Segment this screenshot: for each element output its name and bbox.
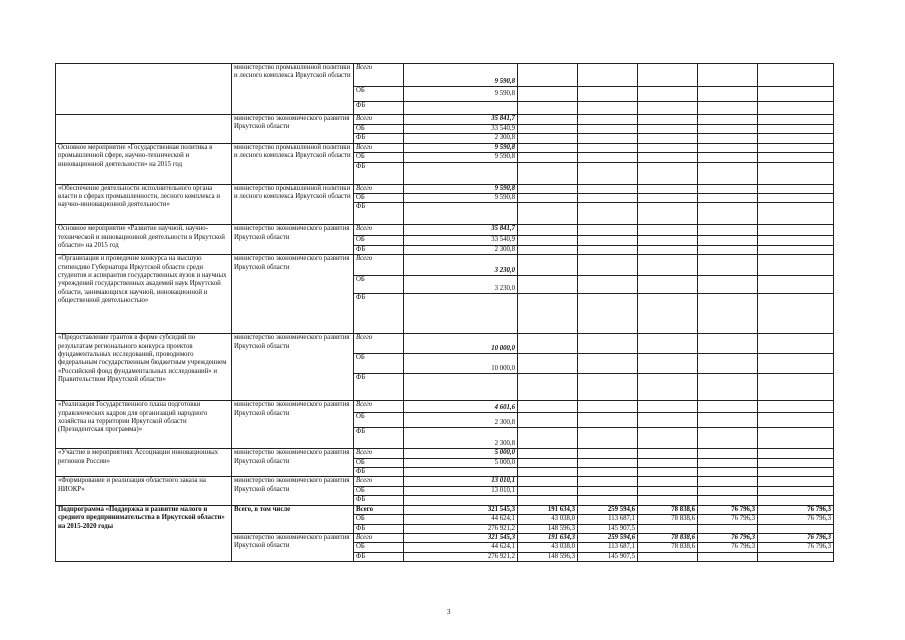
fund-type-cell: Всего: [354, 334, 404, 354]
amount-cell: 2 300,8: [404, 428, 518, 449]
amount-cell: [404, 374, 518, 401]
fund-type-cell: ФБ: [354, 245, 404, 254]
fund-type-cell: Всего: [354, 115, 404, 125]
amount-cell: [404, 468, 518, 477]
amount-cell: 321 545,3: [404, 533, 518, 542]
amount-cell: 259 594,6: [578, 533, 638, 542]
amount-cell: 33 540,9: [404, 125, 518, 134]
fund-type-cell: Всего: [354, 143, 404, 152]
fund-type-cell: ФБ: [354, 552, 404, 561]
fund-type-cell: Всего: [354, 401, 404, 413]
amount-cell: 78 838,6: [638, 515, 698, 524]
amount-cell: [404, 294, 518, 334]
amount-cell: [404, 162, 518, 184]
fund-type-cell: Всего: [354, 225, 404, 236]
amount-cell: 9 590,8: [404, 153, 518, 162]
activity-name-cell: Основное мероприятие «Развитие научной, научно-технической и инновационной деятельности в Иркутской области» на 2015 год: [56, 225, 232, 255]
amount-cell: 2 300,8: [404, 413, 518, 428]
amount-cell: 13 010,1: [404, 477, 518, 486]
amount-cell: 276 921,2: [404, 524, 518, 533]
amount-cell: 35 841,7: [404, 115, 518, 125]
amount-cell: 5 000,0: [404, 449, 518, 458]
executor-cell: министерство экономического развития Иркутской области: [232, 533, 354, 561]
amount-cell: 113 687,1: [578, 543, 638, 552]
amount-cell: 9 590,8: [404, 184, 518, 193]
fund-type-cell: ОБ: [354, 515, 404, 524]
amount-cell: 4 601,6: [404, 401, 518, 413]
fund-type-cell: ОБ: [354, 543, 404, 552]
fund-type-cell: ФБ: [354, 524, 404, 533]
amount-cell: 2 300,8: [404, 134, 518, 143]
amount-cell: 259 594,6: [578, 505, 638, 514]
amount-cell: 76 796,3: [698, 505, 758, 514]
fund-type-cell: Всего: [354, 505, 404, 514]
fund-type-cell: ФБ: [354, 294, 404, 334]
fund-type-cell: ФБ: [354, 428, 404, 449]
table-row: [56, 401, 834, 413]
amount-cell: 5 000,0: [404, 458, 518, 467]
table-row: [56, 449, 834, 458]
fund-type-cell: Всего: [354, 449, 404, 458]
amount-cell: 145 907,5: [578, 552, 638, 561]
amount-cell: [698, 524, 758, 533]
amount-cell: 9 590,8: [404, 64, 518, 87]
amount-cell: [758, 552, 834, 561]
executor-cell: министерство экономического развития Иркутской области: [232, 255, 354, 334]
fund-type-cell: ОБ: [354, 125, 404, 134]
amount-cell: 2 300,8: [404, 245, 518, 254]
amount-cell: 321 545,3: [404, 505, 518, 514]
activity-name-cell: «Организация и проведение конкурса на высшую стипендию Губернатора Иркутской области среди студентов и аспирантов государственных вузов и научных учреждений государственных академий наук Иркутской области, занимающихся научной, инновационной и общественной деятельностью»: [56, 255, 232, 334]
amount-cell: 148 596,3: [518, 524, 578, 533]
fund-type-cell: Всего: [354, 477, 404, 486]
amount-cell: 78 838,6: [638, 543, 698, 552]
amount-cell: 76 796,3: [758, 515, 834, 524]
amount-cell: 3 230,0: [404, 276, 518, 294]
activity-name-cell: «Предоставление грантов в форме субсидий по результатам регионального конкурса проектов фундаментальных исследований, проводимого федеральным государственным бюджетным учреждением «Российский фонд фундаментальных исследований» и Правительством Иркутской области»: [56, 334, 232, 401]
fund-type-cell: ФБ: [354, 162, 404, 184]
executor-cell: министерство экономического развития Иркутской области: [232, 225, 354, 255]
table-row: [56, 255, 834, 276]
table-row: [56, 505, 834, 514]
activity-name-cell: Основное мероприятие «Государственная политика в промышленной сфере, научно-технической и инновационной деятельности» на 2015 год: [56, 143, 232, 184]
table-row: [56, 143, 834, 152]
amount-cell: [404, 496, 518, 505]
amount-cell: 76 796,3: [758, 505, 834, 514]
fund-type-cell: ОБ: [354, 153, 404, 162]
fund-type-cell: ФБ: [354, 203, 404, 225]
activity-name-cell: «Обеспечение деятельности исполнительного органа власти в сферах промышленности, лесного комплекса и научно-инновационной деятельности»: [56, 184, 232, 225]
fund-type-cell: Всего: [354, 64, 404, 87]
executor-cell: министерство экономического развития Иркутской области: [232, 449, 354, 477]
table-row: [56, 115, 834, 125]
fund-type-cell: ФБ: [354, 468, 404, 477]
amount-cell: 76 796,3: [698, 533, 758, 542]
fund-type-cell: ОБ: [354, 458, 404, 467]
amount-cell: [698, 552, 758, 561]
executor-cell: министерство экономического развития Иркутской области: [232, 477, 354, 505]
executor-cell: министерство экономического развития Иркутской области: [232, 401, 354, 449]
amount-cell: 43 038,0: [518, 515, 578, 524]
amount-cell: [404, 203, 518, 225]
activity-name-cell: «Реализация Государственного плана подготовки управленческих кадров для организаций народного хозяйства на территории Иркутской области (Президентская программа)»: [56, 401, 232, 449]
activity-name-cell: «Формирование и реализация областного заказа на НИОКР»: [56, 477, 232, 505]
fund-type-cell: ОБ: [354, 486, 404, 495]
amount-cell: 76 796,3: [758, 533, 834, 542]
amount-cell: 10 000,0: [404, 334, 518, 354]
activity-name-cell: [56, 115, 232, 144]
fund-type-cell: ОБ: [354, 276, 404, 294]
fund-type-cell: ОБ: [354, 194, 404, 203]
table-row: [56, 64, 834, 87]
page-number: 3: [447, 608, 451, 616]
budget-table: [55, 63, 834, 562]
fund-type-cell: ФБ: [354, 496, 404, 505]
amount-cell: [638, 552, 698, 561]
amount-cell: 78 838,6: [638, 505, 698, 514]
amount-cell: 78 838,6: [638, 533, 698, 542]
amount-cell: 44 624,1: [404, 515, 518, 524]
executor-cell: министерство экономического развития Иркутской области: [232, 334, 354, 401]
amount-cell: 9 590,8: [404, 87, 518, 102]
fund-type-cell: ФБ: [354, 374, 404, 401]
amount-cell: [638, 524, 698, 533]
executor-cell: министерство промышленной политики и лесного комплекса Иркутской области: [232, 184, 354, 225]
amount-cell: 9 590,8: [404, 143, 518, 152]
table-row: [56, 334, 834, 354]
fund-type-cell: Всего: [354, 533, 404, 542]
amount-cell: 276 921,2: [404, 552, 518, 561]
executor-cell: министерство промышленной политики и лесного комплекса Иркутской области: [232, 143, 354, 184]
amount-cell: 13 010,1: [404, 486, 518, 495]
amount-cell: 191 634,3: [518, 505, 578, 514]
table-row: [56, 184, 834, 193]
fund-type-cell: Всего: [354, 184, 404, 193]
amount-cell: [404, 102, 518, 115]
executor-cell: министерство промышленной политики и лесного комплекса Иркутской области: [232, 64, 354, 115]
amount-cell: 113 687,1: [578, 515, 638, 524]
fund-type-cell: ОБ: [354, 413, 404, 428]
fund-type-cell: ОБ: [354, 87, 404, 102]
executor-cell: Всего, в том числе: [232, 505, 354, 533]
amount-cell: 76 796,3: [698, 515, 758, 524]
table-row: [56, 225, 834, 236]
activity-name-cell: «Участие в мероприятиях Ассоциации инновационных регионов России»: [56, 449, 232, 477]
amount-cell: 3 230,0: [404, 255, 518, 276]
amount-cell: 33 540,9: [404, 236, 518, 245]
activity-name-cell: [56, 64, 232, 115]
fund-type-cell: ОБ: [354, 236, 404, 245]
fund-type-cell: ФБ: [354, 102, 404, 115]
amount-cell: 44 624,1: [404, 543, 518, 552]
amount-cell: [758, 524, 834, 533]
fund-type-cell: ОБ: [354, 354, 404, 374]
amount-cell: 76 796,3: [758, 543, 834, 552]
table-row: [56, 477, 834, 486]
subprogram-name-cell: Подпрограмма «Поддержка и развитие малого и среднего предпринимательства в Иркутской области» на 2015-2020 годы: [56, 505, 232, 561]
fund-type-cell: ФБ: [354, 134, 404, 143]
amount-cell: 43 038,0: [518, 543, 578, 552]
amount-cell: 145 907,5: [578, 524, 638, 533]
fund-type-cell: Всего: [354, 255, 404, 276]
amount-cell: 76 796,3: [698, 543, 758, 552]
amount-cell: 148 596,3: [518, 552, 578, 561]
amount-cell: 10 000,0: [404, 354, 518, 374]
executor-cell: министерство экономического развития Иркутской области: [232, 115, 354, 144]
amount-cell: 35 841,7: [404, 225, 518, 236]
amount-cell: 191 634,3: [518, 533, 578, 542]
amount-cell: 9 590,8: [404, 194, 518, 203]
